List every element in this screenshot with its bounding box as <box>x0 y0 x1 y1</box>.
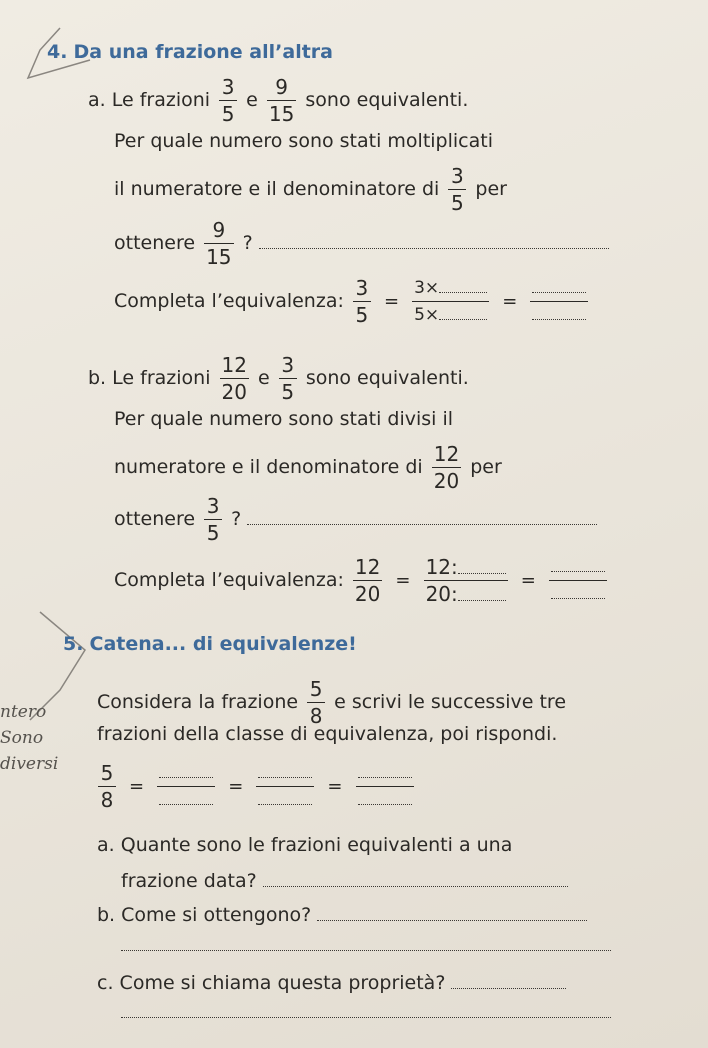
fraction-3-5 <box>448 165 466 214</box>
chain-fraction-1 <box>157 762 215 811</box>
ex4b-question-line2 <box>114 443 502 492</box>
denominator: 5 <box>206 521 220 545</box>
blank[interactable] <box>551 571 605 572</box>
denominator <box>356 789 414 811</box>
ex5-instruction-line2: frazioni della classe di equivalenza, poi rispondi. <box>97 723 558 745</box>
equals-sign: = <box>520 569 536 591</box>
fraction-bar <box>256 786 314 787</box>
fraction-3-5 <box>279 354 297 403</box>
equals-sign: = <box>327 775 343 797</box>
denominator <box>256 789 314 811</box>
ex5-instruction-line1 <box>97 678 566 727</box>
ex4b-question-line1: Per quale numero sono stati divisi il <box>114 408 454 430</box>
numerator: 3 <box>355 276 369 300</box>
blank[interactable] <box>458 573 506 574</box>
fraction-12-20 <box>220 354 249 403</box>
result-numerator <box>549 556 607 578</box>
equals-sign: = <box>502 290 518 312</box>
fraction-3-5 <box>219 76 237 125</box>
fraction-5-8 <box>307 678 325 727</box>
fraction-bar <box>220 378 249 379</box>
fraction-bar <box>412 301 489 302</box>
fraction-bar <box>432 467 461 468</box>
question-b-text: Come si ottengono? <box>121 904 312 926</box>
equals-sign: = <box>129 775 145 797</box>
fraction-9-15 <box>204 219 233 268</box>
ex5-line1-end: e scrivi le successive tre <box>334 691 567 713</box>
handwritten-notes <box>0 700 58 776</box>
denominator: 20 <box>221 380 247 404</box>
ex4a-complete-label: Completa l’equivalenza: <box>114 290 344 312</box>
multiply-fraction <box>412 277 489 326</box>
divide-denominator <box>424 583 508 605</box>
exercise-5-title: Catena... di equivalenze! <box>89 633 357 655</box>
answer-line[interactable] <box>317 920 587 921</box>
numerator: 3 <box>221 75 235 99</box>
handwriting-word: ntero <box>0 702 47 722</box>
numerator: 3 <box>206 494 220 518</box>
fraction-bar <box>353 301 371 302</box>
fraction-12-20 <box>432 443 461 492</box>
result-numerator <box>530 277 588 299</box>
fraction-5-8 <box>98 762 116 811</box>
ex4b-label: b. <box>88 367 107 389</box>
denominator: 8 <box>309 704 323 728</box>
fraction-bar <box>530 301 588 302</box>
ex5-question-c <box>97 971 566 995</box>
ex4a-q2-text: il numeratore e il denominatore di <box>114 178 440 200</box>
exercise-4-heading <box>47 40 333 64</box>
numerator: 5 <box>100 761 114 785</box>
blank[interactable] <box>551 598 605 599</box>
ex4a-tail: sono equivalenti. <box>305 89 469 111</box>
denominator: 15 <box>268 102 295 126</box>
blank[interactable] <box>258 804 312 805</box>
blank[interactable] <box>159 777 213 778</box>
divide-fraction <box>424 556 508 605</box>
ex4b-q2-text: numeratore e il denominatore di <box>114 456 423 478</box>
fraction-bar <box>204 519 222 520</box>
ex4a-intro: Le frazioni <box>111 89 211 111</box>
fraction-12-20 <box>353 556 382 605</box>
numerator: 12 <box>354 555 381 579</box>
answer-line[interactable] <box>259 248 609 249</box>
denominator: 5 <box>221 102 235 126</box>
ex4b-q2-end: per <box>470 456 502 478</box>
fraction-3-5 <box>204 495 222 544</box>
chain-fraction-2 <box>256 762 314 811</box>
ex4b-statement <box>88 354 469 403</box>
numerator: 12 <box>221 353 247 377</box>
question-a-text: Quante sono le frazioni equivalenti a una <box>120 834 513 856</box>
blank[interactable] <box>439 319 487 320</box>
fraction-3-5 <box>353 277 371 326</box>
denominator: 5 <box>355 303 369 327</box>
chain-fraction-3 <box>356 762 414 811</box>
multiply-numerator <box>412 277 489 299</box>
ex4a-equivalence <box>114 277 591 326</box>
fraction-bar <box>353 580 382 581</box>
result-fraction <box>549 556 607 605</box>
numerator: 9 <box>212 218 226 242</box>
fraction-bar <box>307 702 325 703</box>
equivalence-chain <box>95 762 417 811</box>
conjunction: e <box>246 89 258 111</box>
denominator: 5 <box>281 380 295 404</box>
answer-line[interactable] <box>451 988 566 989</box>
ex5-question-b <box>97 903 587 927</box>
ex4b-tail: sono equivalenti. <box>305 367 469 389</box>
answer-line[interactable] <box>263 886 568 887</box>
equals-sign: = <box>395 569 411 591</box>
numerator: 5 <box>309 677 323 701</box>
ex4b-question-line3 <box>114 495 597 544</box>
numerator <box>157 762 215 784</box>
blank[interactable] <box>258 777 312 778</box>
question-c-label: c. <box>97 972 114 994</box>
question-c-text: Come si chiama questa proprietà? <box>119 972 446 994</box>
ex4a-question-line1: Per quale numero sono stati moltiplicati <box>114 130 493 152</box>
result-denominator <box>549 583 607 605</box>
ex4b-intro: Le frazioni <box>112 367 211 389</box>
ex5-line1-text: Considera la frazione <box>97 691 299 713</box>
question-a-text-cont: frazione data? <box>121 870 257 892</box>
equals-sign: = <box>228 775 244 797</box>
question-b-label: b. <box>97 904 116 926</box>
blank[interactable] <box>159 804 213 805</box>
denominator: 8 <box>100 788 114 812</box>
op-num: 3× <box>414 278 440 298</box>
blank[interactable] <box>458 600 506 601</box>
answer-line[interactable] <box>247 524 597 525</box>
fraction-bar <box>279 378 297 379</box>
question-mark: ? <box>242 232 253 254</box>
equals-sign: = <box>383 290 400 312</box>
denominator: 5 <box>450 191 464 215</box>
ex4a-statement <box>88 76 468 125</box>
fraction-9-15 <box>267 76 296 125</box>
fraction-bar <box>356 786 414 787</box>
numerator <box>256 762 314 784</box>
fraction-bar <box>448 189 466 190</box>
answer-line[interactable] <box>121 1017 611 1018</box>
op-den: 5× <box>414 305 440 325</box>
answer-line[interactable] <box>121 950 611 951</box>
exercise-5-heading <box>63 632 357 656</box>
ex4a-q2-end: per <box>475 178 507 200</box>
ex4a-question-line3 <box>114 219 609 268</box>
blank[interactable] <box>439 292 487 293</box>
fraction-bar <box>549 580 607 581</box>
multiply-denominator <box>412 304 489 326</box>
ex4a-q3-text: ottenere <box>114 232 196 254</box>
ex5-question-a-line1 <box>97 833 512 857</box>
fraction-bar <box>204 243 233 244</box>
blank[interactable] <box>358 777 412 778</box>
ex4b-equivalence <box>114 556 610 605</box>
ex4b-q3-text: ottenere <box>114 508 196 530</box>
handwriting-word: Sono <box>0 728 44 748</box>
conjunction: e <box>258 367 270 389</box>
exercise-4-title: Da una frazione all’altra <box>73 41 333 63</box>
divide-numerator <box>424 556 508 578</box>
op-den: 20: <box>425 582 458 606</box>
numerator: 9 <box>275 75 288 99</box>
ex4b-complete-label: Completa l’equivalenza: <box>114 569 344 591</box>
numerator: 3 <box>281 353 295 377</box>
numerator: 3 <box>450 164 464 188</box>
result-denominator <box>530 304 588 326</box>
fraction-bar <box>98 786 116 787</box>
ex4a-question-line2 <box>114 165 507 214</box>
exercise-5-number: 5. <box>63 633 84 655</box>
handwriting-word: diversi <box>0 754 59 774</box>
question-mark: ? <box>231 508 242 530</box>
blank[interactable] <box>532 292 586 293</box>
fraction-bar <box>219 100 237 101</box>
denominator <box>157 789 215 811</box>
ex4a-label: a. <box>88 89 106 111</box>
fraction-bar <box>267 100 296 101</box>
denominator: 20 <box>433 469 460 493</box>
numerator: 12 <box>433 442 460 466</box>
question-a-label: a. <box>97 834 115 856</box>
result-fraction <box>530 277 588 326</box>
ex5-question-a-line2 <box>121 869 568 893</box>
denominator: 15 <box>206 245 232 269</box>
blank[interactable] <box>532 319 586 320</box>
numerator <box>356 762 414 784</box>
fraction-bar <box>157 786 215 787</box>
denominator: 20 <box>354 582 381 606</box>
op-num: 12: <box>425 555 458 579</box>
blank[interactable] <box>358 804 412 805</box>
exercise-4-number: 4. <box>47 41 68 63</box>
fraction-bar <box>424 580 508 581</box>
